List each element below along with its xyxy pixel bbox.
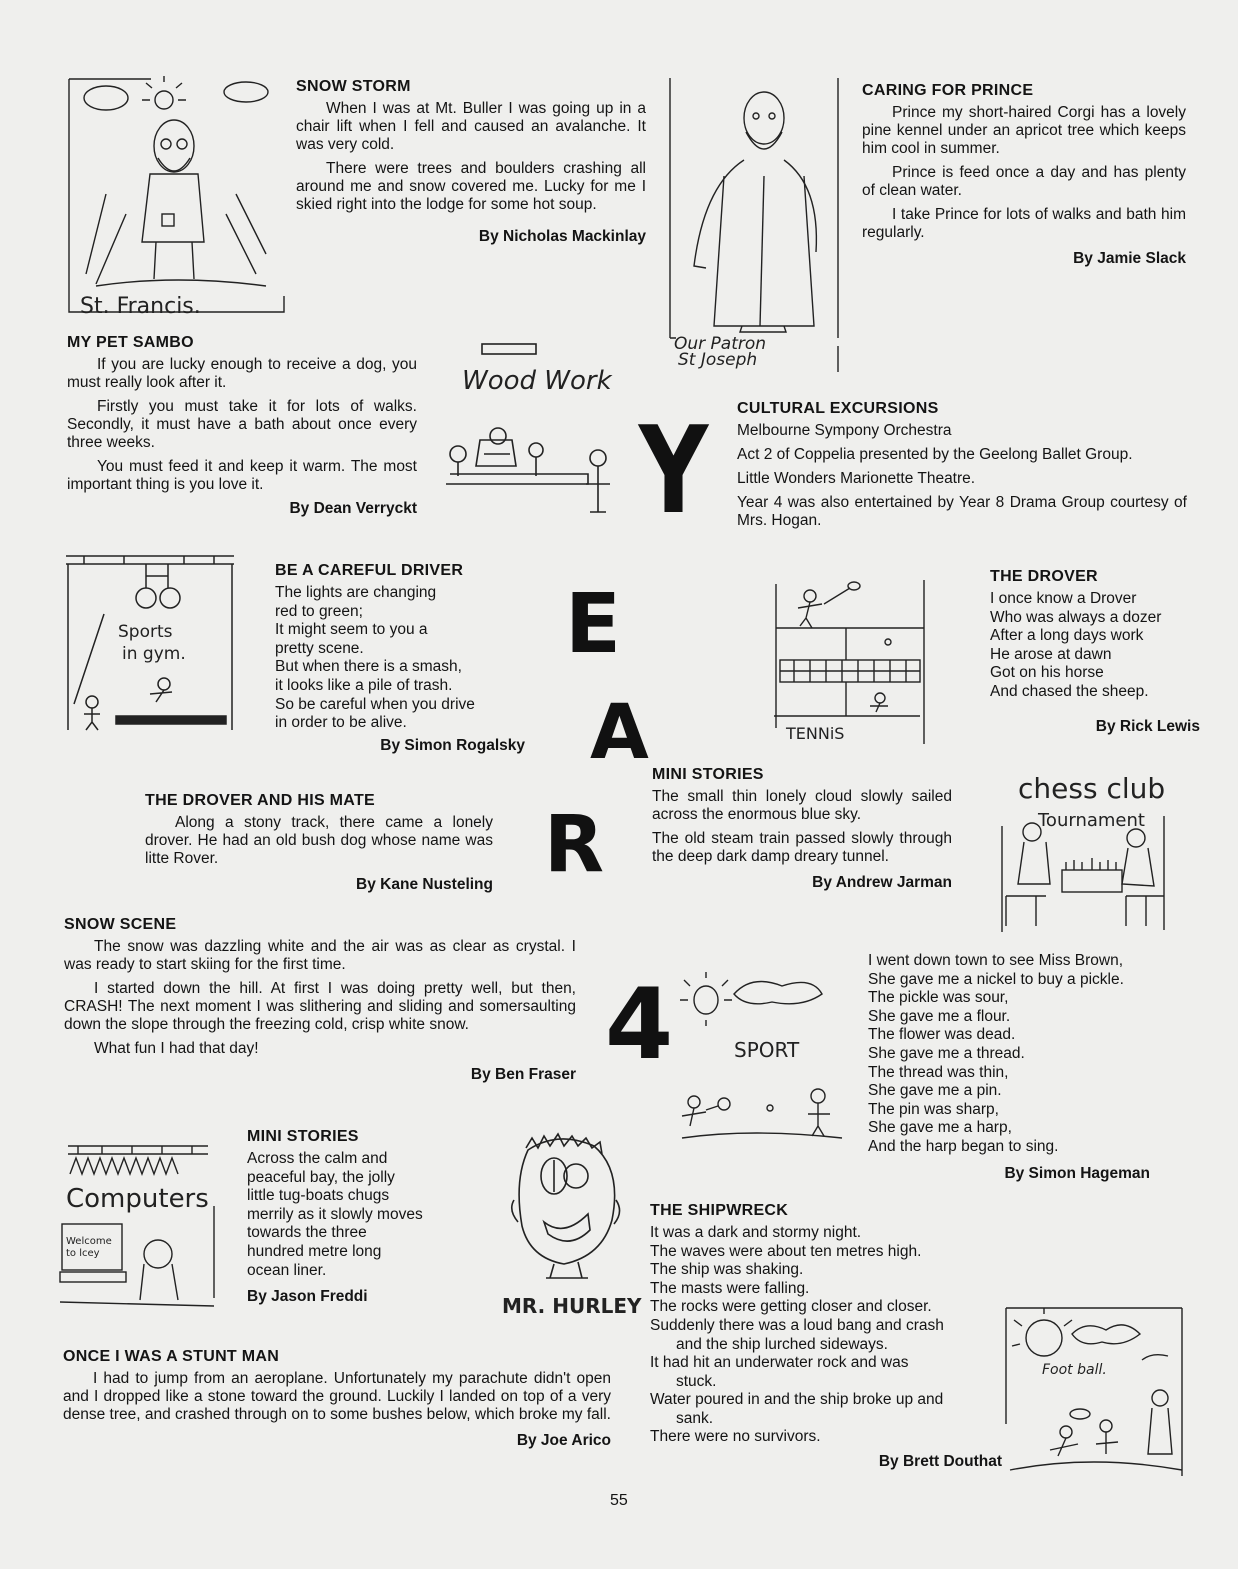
- article-byline: By Kane Nusteling: [356, 876, 493, 893]
- excursion-item: Year 4 was also entertained by Year 8 Drama Group courtesy of Mrs. Hogan.: [737, 494, 1187, 529]
- poem-line: It might seem to you a: [275, 621, 428, 639]
- story-line: Suddenly there was a loud bang and crash: [650, 1316, 944, 1334]
- poem-line: She gave me a pin.: [868, 1082, 1002, 1100]
- woodwork-caption: Wood Work: [462, 366, 612, 396]
- poem-line: And the harp began to sing.: [868, 1137, 1059, 1155]
- story-line: The ship was shaking.: [650, 1261, 804, 1279]
- football-sketch: [1002, 1304, 1188, 1480]
- poem-line: The pin was sharp,: [868, 1100, 999, 1118]
- article-title: MY PET SAMBO: [67, 334, 194, 351]
- story-line: Water poured in and the ship broke up and: [650, 1390, 944, 1408]
- poem-line: And chased the sheep.: [990, 682, 1149, 700]
- poem-line: it looks like a pile of trash.: [275, 676, 453, 694]
- article-byline: By Andrew Jarman: [812, 874, 952, 891]
- mr-hurley-caption: MR. HURLEY: [502, 1294, 642, 1318]
- story-line: There were no survivors.: [650, 1427, 821, 1445]
- story-line: Across the calm and: [247, 1150, 388, 1167]
- tennis-caption: TENNiS: [786, 724, 845, 743]
- article-byline: By Brett Douthat: [878, 1452, 1002, 1470]
- mr-hurley-sketch: [498, 1130, 628, 1320]
- article-paragraph: Prince is feed once a day and has plenty of clean water.: [862, 164, 1186, 199]
- poem-line: in order to be alive.: [275, 714, 407, 732]
- poem-line: red to green;: [275, 602, 363, 620]
- drover-and-mate-article: [145, 792, 493, 894]
- title-letter-r: R: [544, 800, 605, 890]
- article-title: CULTURAL EXCURSIONS: [737, 400, 939, 417]
- football-caption: Foot ball.: [1042, 1362, 1107, 1378]
- article-paragraph: Prince my short-haired Corgi has a lovely pine kennel under an apricot tree which keeps him cool in summer.: [862, 104, 1186, 157]
- chess-caption-2: Tournament: [1038, 810, 1145, 831]
- poem-line: She gave me a thread.: [868, 1044, 1025, 1062]
- caring-for-prince-article: [862, 82, 1186, 268]
- st-francis-sketch: [66, 74, 288, 316]
- tennis-drawing: [770, 578, 930, 746]
- poem-line: She gave me a harp,: [868, 1119, 1012, 1137]
- story-line: towards the three: [247, 1224, 367, 1242]
- the-drover-poem: [990, 568, 1200, 736]
- article-paragraph: Firstly you must take it for lots of walks. Secondly, it must have a bath about once every three weeks.: [67, 398, 417, 451]
- sports-gym-drawing: [64, 554, 236, 734]
- article-paragraph: I take Prince for lots of walks and bath him regularly.: [862, 206, 1186, 241]
- story-line: It was a dark and stormy night.: [650, 1224, 862, 1241]
- tennis-sketch: [770, 578, 930, 746]
- article-byline: By Nicholas Mackinlay: [478, 228, 646, 245]
- snow-scene-article: [64, 916, 576, 1084]
- sport-drawing: [672, 966, 852, 1152]
- article-title: CARING FOR PRINCE: [862, 82, 1034, 99]
- article-byline: By Joe Arico: [516, 1432, 611, 1449]
- shipwreck-poem: [650, 1202, 1002, 1471]
- excursion-item: Act 2 of Coppelia presented by the Geelong Ballet Group.: [737, 446, 1133, 463]
- article-title: SNOW STORM: [296, 78, 411, 95]
- article-byline: By Simon Rogalsky: [380, 736, 525, 754]
- woodwork-drawing: [440, 336, 620, 518]
- chess-caption-1: chess club: [1018, 772, 1166, 805]
- title-letter-4: 4: [605, 968, 674, 1082]
- computers-caption: Computers: [66, 1184, 209, 1214]
- article-paragraph: I had to jump from an aeroplane. Unfortunately my parachute didn't open and I dropped like a stone toward the ground. Luckily I landed on top of a very dense tree, and crashed through on to some bushes below, which broke my fall.: [63, 1370, 611, 1423]
- excursion-item: Melbourne Sympony Orchestra: [737, 422, 952, 439]
- title-letter-e: E: [565, 577, 622, 672]
- article-paragraph: The small thin lonely cloud slowly sailed across the enormous blue sky.: [652, 788, 952, 823]
- article-paragraph: What fun I had that day!: [94, 1040, 259, 1057]
- article-paragraph: There were trees and boulders crashing all around me and snow covered me. Lucky for me I skied right into the lodge for some hot soup.: [296, 160, 646, 213]
- article-paragraph: I started down the hill. At first I was doing pretty well, but then, CRASH! The next moment I was slithering and sliding and somersaulting down the slope through the freezing cold, crisp white snow.: [64, 980, 576, 1033]
- poem-line: She gave me a flour.: [868, 1007, 1011, 1025]
- football-drawing: [1002, 1304, 1188, 1480]
- article-title: BE A CAREFUL DRIVER: [275, 562, 464, 579]
- st-joseph-caption-1: Our Patron: [674, 334, 767, 354]
- mr-hurley-drawing: [498, 1130, 642, 1320]
- article-byline: By Dean Verryckt: [289, 500, 417, 517]
- story-line: peaceful bay, the jolly: [247, 1168, 395, 1186]
- st-joseph-sketch: [664, 76, 844, 372]
- mini-stories-1-article: [652, 766, 952, 892]
- article-byline: By Ben Fraser: [470, 1066, 576, 1083]
- poem-line: After a long days work: [990, 627, 1144, 645]
- computers-drawing: [58, 1140, 224, 1310]
- my-pet-sambo-article: [67, 334, 417, 518]
- article-paragraph: You must feed it and keep it warm. The most important thing is you love it.: [67, 458, 417, 493]
- poem-line: But when there is a smash,: [275, 658, 462, 676]
- chess-club-drawing: [996, 766, 1172, 936]
- story-line: little tug-boats chugs: [247, 1187, 390, 1205]
- article-paragraph: If you are lucky enough to receive a dog, you must really look after it.: [67, 356, 417, 391]
- story-line: stuck.: [676, 1372, 717, 1390]
- st-francis-drawing: [66, 74, 288, 319]
- poem-line: The flower was dead.: [868, 1026, 1016, 1044]
- article-title: ONCE I WAS A STUNT MAN: [63, 1348, 280, 1365]
- article-paragraph: The snow was dazzling white and the air was as clear as crystal. I was ready to start skiing for the first time.: [64, 938, 576, 973]
- poem-line: The pickle was sour,: [868, 989, 1009, 1007]
- article-paragraph: Along a stony track, there came a lonely drover. He had an old bush dog whose name was litte Rover.: [145, 814, 493, 867]
- poem-line: The thread was thin,: [868, 1063, 1009, 1081]
- story-line: ocean liner.: [247, 1261, 327, 1279]
- poem-line: Got on his horse: [990, 664, 1104, 682]
- article-title: THE DROVER: [990, 568, 1098, 585]
- st-joseph-caption-2: St Joseph: [678, 350, 758, 370]
- article-title: MINI STORIES: [652, 766, 764, 783]
- article-title: THE DROVER AND HIS MATE: [145, 792, 376, 809]
- story-line: The rocks were getting closer and closer.: [650, 1298, 932, 1316]
- article-byline: By Jamie Slack: [1073, 250, 1186, 267]
- stunt-man-article: [63, 1348, 611, 1450]
- poem-line: I once know a Drover: [990, 590, 1137, 607]
- poem-line: I went down town to see Miss Brown,: [868, 952, 1124, 969]
- mini-stories-2-article: [247, 1128, 487, 1306]
- story-line: sank.: [676, 1409, 714, 1427]
- article-title: MINI STORIES: [247, 1128, 359, 1145]
- story-line: The masts were falling.: [650, 1279, 810, 1297]
- poem-line: She gave me a nickel to buy a pickle.: [868, 970, 1124, 988]
- poem-line: He arose at dawn: [990, 645, 1112, 663]
- story-line: It had hit an underwater rock and was: [650, 1353, 909, 1371]
- article-byline: By Jason Freddi: [247, 1288, 368, 1306]
- article-byline: By Rick Lewis: [1095, 717, 1200, 735]
- excursion-item: Little Wonders Marionette Theatre.: [737, 470, 976, 487]
- story-line: hundred metre long: [247, 1242, 382, 1260]
- article-paragraph: The old steam train passed slowly through the deep dark damp dreary tunnel.: [652, 830, 952, 865]
- poem-line: The lights are changing: [275, 584, 437, 601]
- page-number: 55: [610, 1492, 628, 1509]
- miss-brown-poem: [868, 952, 1198, 1183]
- woodwork-sketch: [440, 336, 620, 518]
- cultural-excursions-article: [737, 400, 1187, 536]
- sports-gym-caption-2: in gym.: [122, 644, 186, 664]
- computers-sketch: [58, 1140, 224, 1310]
- story-line: The waves were about ten metres high.: [650, 1242, 922, 1260]
- sport-caption: SPORT: [734, 1038, 800, 1062]
- computers-screen-text: Welcome to lcey: [66, 1236, 112, 1259]
- st-joseph-drawing: [664, 76, 844, 372]
- article-title: THE SHIPWRECK: [650, 1202, 789, 1219]
- careful-driver-poem: [275, 562, 525, 755]
- title-letter-a: A: [590, 687, 649, 776]
- article-paragraph: When I was at Mt. Buller I was going up in a chair lift when I fell and caused an avalanche. It was very cold.: [296, 100, 646, 153]
- title-letter-y: Y: [638, 402, 709, 541]
- poem-line: So be careful when you drive: [275, 695, 475, 713]
- article-byline: By Simon Hageman: [1004, 1164, 1150, 1182]
- story-line: and the ship lurched sideways.: [676, 1335, 888, 1353]
- snow-storm-article: [296, 78, 646, 246]
- sports-gym-caption-1: Sports: [118, 622, 173, 642]
- poem-line: pretty scene.: [275, 639, 364, 657]
- poem-line: Who was always a dozer: [990, 608, 1162, 626]
- article-title: SNOW SCENE: [64, 916, 177, 933]
- story-line: merrily as it slowly moves: [247, 1205, 423, 1223]
- st-francis-caption: St. Francis.: [80, 294, 201, 319]
